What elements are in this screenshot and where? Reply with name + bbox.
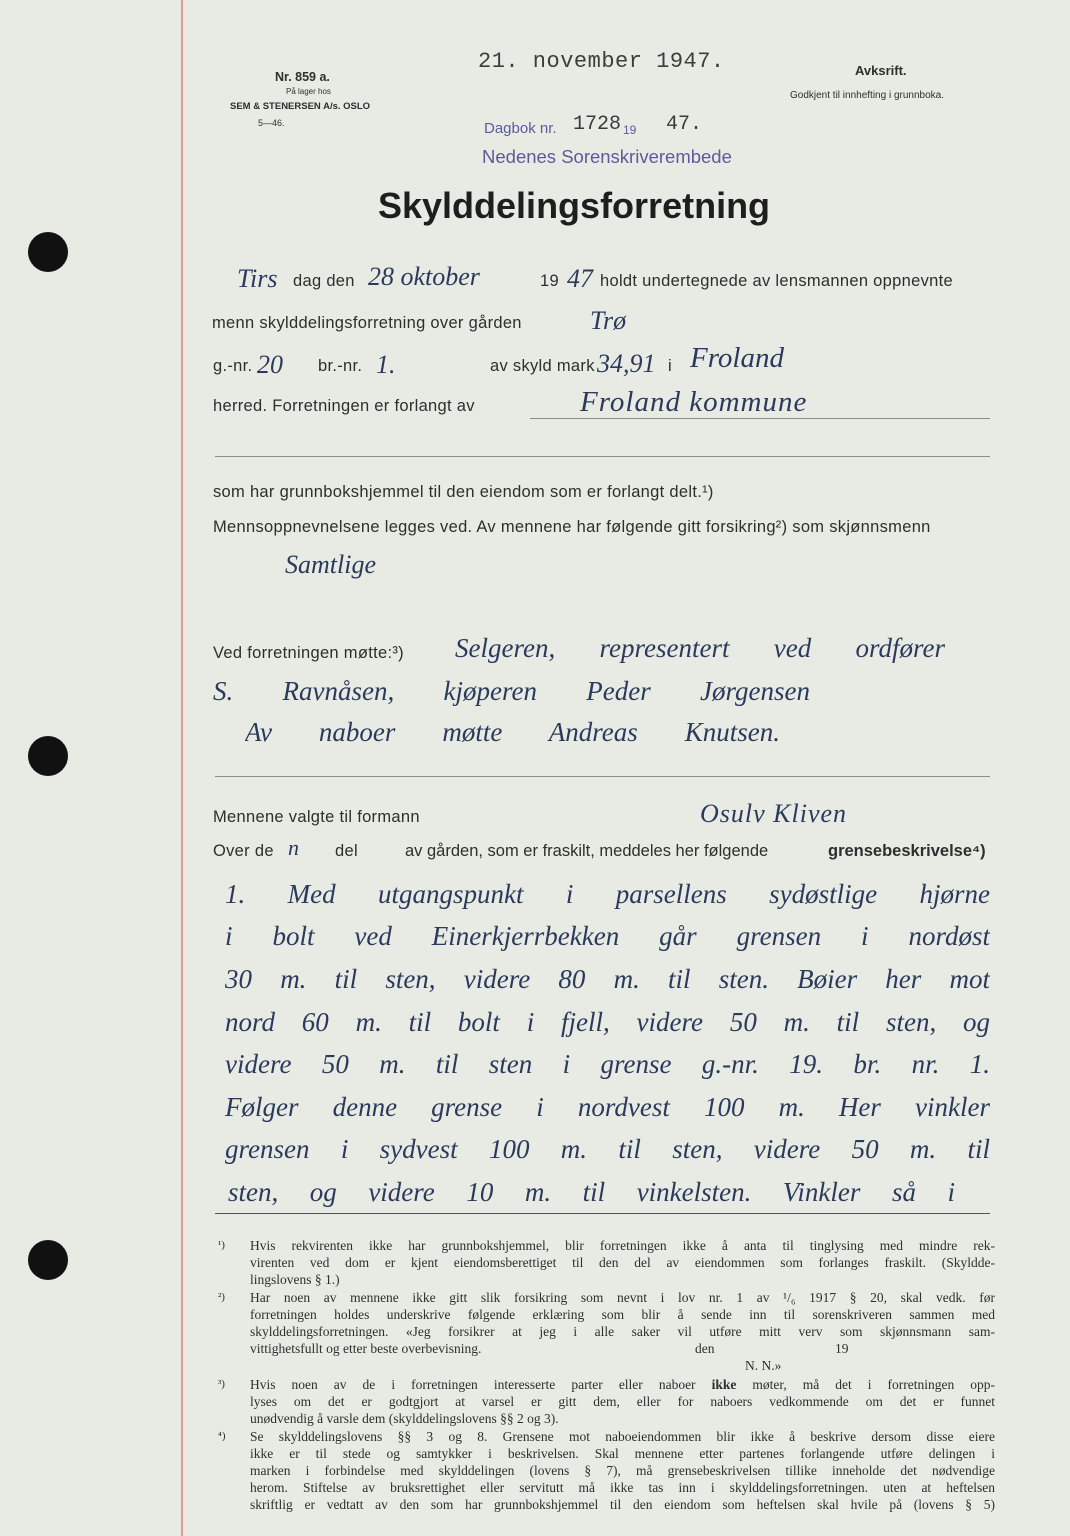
fill-line xyxy=(215,776,990,777)
label-present: Ved forretningen møtte:³) xyxy=(213,644,404,662)
label-over: Over de xyxy=(213,842,274,860)
footnote-line: herom. Stiftelse av bruksrettighet eller servitutt må ikke tas inn i skylddelingsforretningen. uten at heftelsen xyxy=(250,1480,995,1495)
footnote-line: lingslovens § 1.) xyxy=(250,1272,340,1287)
footnote-signature: N. N.» xyxy=(745,1358,782,1373)
footnote-mark: ³) xyxy=(218,1378,225,1390)
punch-hole-middle xyxy=(28,736,68,776)
present-entry: Av naboer møtte Andreas Knutsen. xyxy=(245,717,780,747)
footnote-line: lyses om det er godtgjort at varsel er gitt dem, eller for naboers vedkommende om det er funnet xyxy=(250,1394,995,1409)
label-gnr: g.-nr. xyxy=(213,357,253,375)
label-year-prefix: 19 xyxy=(540,272,559,290)
requested-by-entry: Froland kommune xyxy=(580,386,808,418)
tax-entry: 34,91 xyxy=(597,349,656,378)
boundary-line: sten, og videre 10 m. til vinkelsten. Vinkler så i xyxy=(228,1177,955,1207)
punch-hole-top xyxy=(28,232,68,272)
brnr-entry: 1. xyxy=(376,350,396,379)
date-entry: 28 oktober xyxy=(368,262,480,291)
stock-note: På lager hos xyxy=(286,87,331,96)
boundary-line: grensen i sydvest 100 m. til sten, videre 50 m. til xyxy=(225,1134,990,1164)
footnote-text: Hvis noen av de i forretningen interesserte parter eller naboer xyxy=(250,1377,696,1392)
footnote-line: virenten ved dom er kjent eiendomsberettiget til den del av eiendommen som forlanges fraskilt. (Skyldde- xyxy=(250,1255,995,1270)
label-boundary: grensebeskrivelse⁴) xyxy=(828,842,986,860)
over-suffix-entry: n xyxy=(288,835,299,860)
footnote-line: skriftlig er vedtatt av den som har grunnbokshjemmel til den eiendom som heftelsen skal hvile på (lovens § 5) xyxy=(250,1497,995,1512)
section-divider xyxy=(215,1213,990,1214)
label-brnr: br.-nr. xyxy=(318,357,363,375)
footnote-line: Hvis rekvirenten ikke har grunnbokshjemmel, blir forretningen ikke å anta til tinglysing med mindre rek- xyxy=(250,1238,995,1253)
registration-date: 21. november 1947. xyxy=(478,49,725,74)
copy-note: Godkjent til innhefting i grunnboka. xyxy=(790,90,944,101)
present-entry: Selgeren, representert ved ordfører xyxy=(455,633,945,663)
boundary-line: Følger denne grense i nordvest 100 m. Her vinkler xyxy=(225,1092,990,1122)
label-requested: herred. Forretningen er forlangt av xyxy=(213,397,475,415)
footnote-line: marken i forbindelse med skylddelingen (lovens § 7), må grensebeskrivelsen tillike inneholde det nødvendige xyxy=(250,1463,995,1478)
footnote-line xyxy=(250,1376,995,1393)
footnote-line: vittighetsfullt og etter beste overbevisning. xyxy=(250,1341,482,1356)
label-title-holder: som har grunnbokshjemmel til den eiendom som er forlangt delt.¹) xyxy=(213,483,714,501)
stamp-office: Nedenes Sorenskriverembede xyxy=(482,146,732,167)
form-number: Nr. 859 a. xyxy=(275,70,330,84)
weekday-entry: Tirs xyxy=(237,264,278,293)
copy-label: Avksrift. xyxy=(855,63,907,78)
label-boundary-intro: av gården, som er fraskilt, meddeles her følgende xyxy=(405,842,769,860)
footnote-line: Har noen av mennene ikke gitt slik forsikring som nevnt i lov nr. 1 av ¹/₆ 1917 § 20, skal vedk. før xyxy=(250,1290,995,1305)
footnote-line: skylddelingsforretningen. «Jeg forsikrer at jeg i alle saker vil utføre mitt verv som skjønnsmann sam- xyxy=(250,1324,995,1339)
stamp-journal-number: 1728 xyxy=(573,113,622,136)
label-in: i xyxy=(668,357,672,375)
farm-entry: Trø xyxy=(590,306,627,335)
form-edition: 5—46. xyxy=(258,118,285,128)
municipality-entry: Froland xyxy=(690,342,784,374)
footnote-line: ikke er til stede og samtykker i beskrivelsen. Skal mennene etter partenes forlangende utføre delingen i xyxy=(250,1446,995,1461)
footnote-den: den xyxy=(695,1341,715,1356)
publisher: SEM & STENERSEN A/s. OSLO xyxy=(230,101,371,112)
punch-hole-bottom xyxy=(28,1240,68,1280)
fill-line xyxy=(215,456,990,457)
footnote-emphasis: ikke xyxy=(711,1377,737,1392)
boundary-line: 30 m. til sten, videre 80 m. til sten. Bøier her mot xyxy=(225,964,990,994)
fill-line xyxy=(530,418,990,419)
label-held: holdt undertegnede av lensmannen oppnevnte xyxy=(600,272,953,290)
label-appointments: Mennsoppnevnelsene legges ved. Av mennene har følgende gitt forsikring²) som skjønnsmenn xyxy=(213,518,931,536)
label-chair: Mennene valgte til formann xyxy=(213,808,420,826)
boundary-line: nord 60 m. til bolt i fjell, videre 50 m. til sten, og xyxy=(225,1007,990,1037)
chair-entry: Osulv Kliven xyxy=(700,799,848,828)
footnote-mark: ⁴) xyxy=(218,1430,226,1442)
year-entry: 47 xyxy=(567,264,593,293)
footnote-text: møter, må det i forretningen opp- xyxy=(752,1377,995,1392)
label-part: del xyxy=(335,842,358,860)
footnote-year: 19 xyxy=(835,1341,849,1356)
label-tax: av skyld mark xyxy=(490,357,595,375)
footnote-line: Se skylddelingslovens §§ 3 og 8. Grensene mot naboeiendommen blir ikke å beskrive dersom disse eiere xyxy=(250,1429,995,1444)
boundary-line: 1. Med utgangspunkt i parsellens sydøstlige hjørne xyxy=(225,879,990,909)
page-title: Skylddelingsforretning xyxy=(378,185,771,226)
gnr-entry: 20 xyxy=(257,350,283,379)
footnote-mark: ²) xyxy=(218,1291,225,1303)
stamp-journal-label: Dagbok nr. xyxy=(484,120,557,137)
boundary-line: i bolt ved Einerkjerrbekken går grensen i nordøst xyxy=(225,921,990,951)
stamp-year-prefix: 19 xyxy=(623,123,637,137)
present-entry: S. Ravnåsen, kjøperen Peder Jørgensen xyxy=(213,676,810,706)
label-day: dag den xyxy=(293,272,355,290)
red-margin-line xyxy=(181,0,183,1536)
footnote-line: unødvendig å varsle dem (skylddelingslovens §§ 2 og 3). xyxy=(250,1411,559,1426)
boundary-line: videre 50 m. til sten i grense g.-nr. 19. br. nr. 1. xyxy=(225,1049,990,1079)
label-farm: menn skylddelingsforretning over gården xyxy=(212,314,522,332)
stamp-year: 47. xyxy=(666,113,703,136)
assessors-entry: Samtlige xyxy=(285,550,376,579)
footnote-line: forretningen holdes underskrive følgende erklæring som blir å sende inn til sorenskriveren sammen med xyxy=(250,1307,995,1322)
footnote-mark: ¹) xyxy=(218,1239,225,1251)
